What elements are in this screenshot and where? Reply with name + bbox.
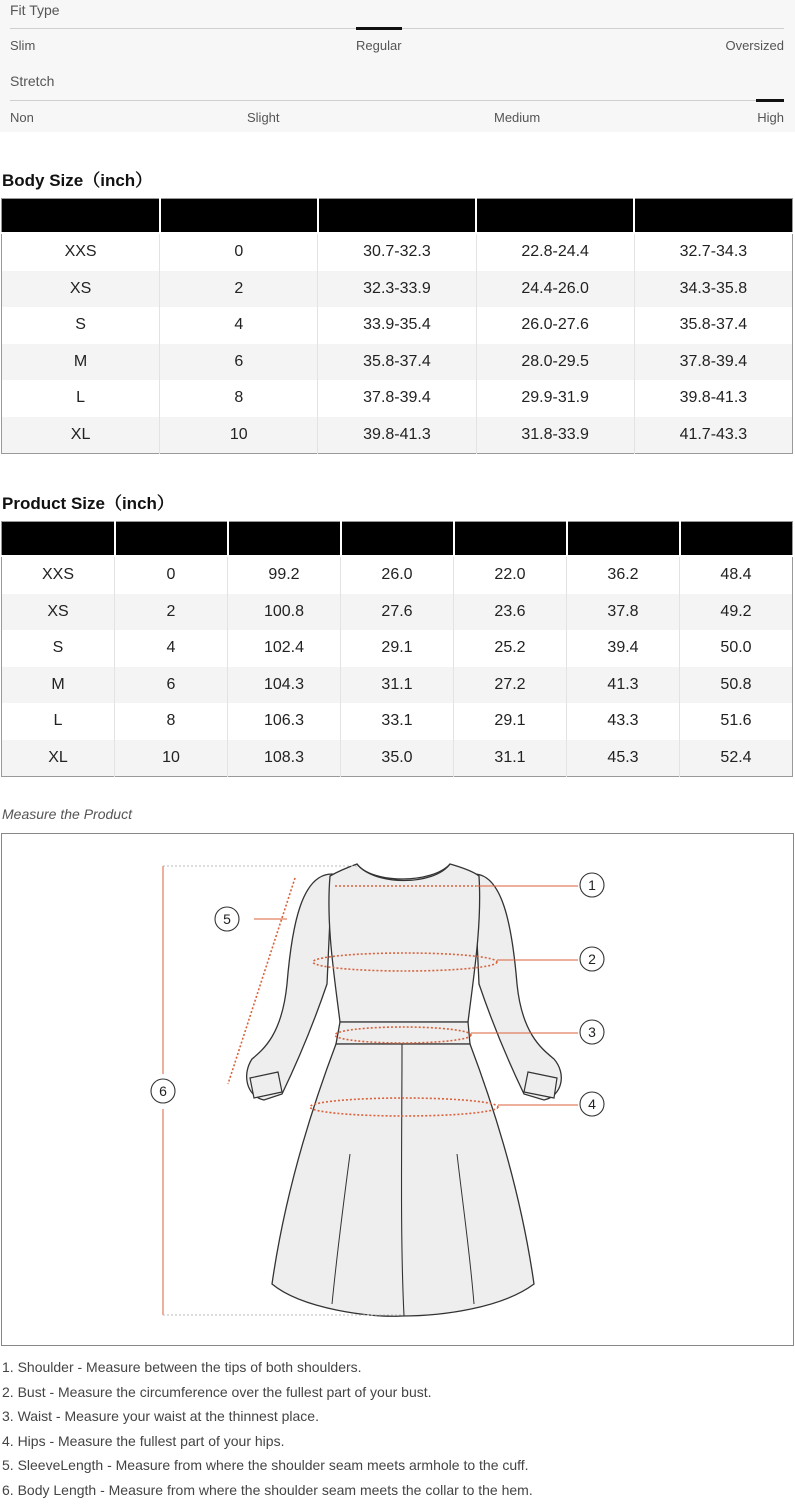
table-row (2, 271, 793, 308)
table-row (2, 667, 793, 704)
table-header-row (2, 199, 793, 234)
table-cell: 28.0-29.5 (476, 344, 634, 381)
fit-option-slim: Slim (10, 38, 35, 53)
body-size-table (1, 198, 793, 454)
table-cell: 31.1 (341, 667, 454, 704)
table-cell: 6 (160, 344, 318, 381)
callout-1: 1 (588, 877, 596, 893)
table-cell: 10 (160, 417, 318, 454)
table-cell: 50.0 (680, 630, 793, 667)
body-size-title: Body Size（inch） (2, 166, 152, 191)
note-hips: 4. Hips - Measure the fullest part of your hips. (2, 1431, 533, 1456)
product-size-title: Product Size（inch） (2, 489, 174, 514)
table-row (2, 740, 793, 777)
table-cell: 6 (115, 667, 228, 704)
table-header-cell (476, 199, 634, 234)
table-cell: XL (2, 740, 115, 777)
table-header-cell (341, 522, 454, 557)
table-cell: 22.8-24.4 (476, 233, 634, 271)
table-cell: 108.3 (228, 740, 341, 777)
table-header-cell (318, 199, 476, 234)
table-cell: 24.4-26.0 (476, 271, 634, 308)
note-sleeve-length: 5. SleeveLength - Measure from where the shoulder seam meets armhole to the cuff. (2, 1455, 533, 1480)
table-cell: XS (2, 271, 160, 308)
table-row (2, 380, 793, 417)
fit-type-marker (356, 27, 402, 30)
table-cell: 25.2 (454, 630, 567, 667)
table-cell: 34.3-35.8 (634, 271, 792, 308)
table-cell: 2 (160, 271, 318, 308)
table-cell: 37.8-39.4 (318, 380, 476, 417)
table-cell: 104.3 (228, 667, 341, 704)
callout-3: 3 (588, 1024, 596, 1040)
table-cell: S (2, 307, 160, 344)
table-cell: 37.8 (567, 594, 680, 631)
table-cell: 33.9-35.4 (318, 307, 476, 344)
note-shoulder: 1. Shoulder - Measure between the tips of both shoulders. (2, 1357, 533, 1382)
table-cell: 49.2 (680, 594, 793, 631)
stretch-option-non: Non (10, 110, 34, 125)
table-cell: 100.8 (228, 594, 341, 631)
table-cell: 50.8 (680, 667, 793, 704)
table-row (2, 417, 793, 454)
stretch-option-slight: Slight (247, 110, 280, 125)
table-cell: 8 (160, 380, 318, 417)
callout-5: 5 (223, 911, 231, 927)
table-cell: 32.7-34.3 (634, 233, 792, 271)
table-cell: 22.0 (454, 556, 567, 594)
table-header-cell (2, 522, 115, 557)
table-cell: 0 (115, 556, 228, 594)
table-header-cell (567, 522, 680, 557)
table-cell: 48.4 (680, 556, 793, 594)
fit-option-oversized: Oversized (725, 38, 784, 53)
stretch-label: Stretch (10, 73, 54, 89)
stretch-option-medium: Medium (494, 110, 540, 125)
table-row (2, 703, 793, 740)
table-cell: 31.8-33.9 (476, 417, 634, 454)
table-cell: S (2, 630, 115, 667)
right-sleeve (474, 874, 561, 1100)
table-row (2, 594, 793, 631)
note-bust: 2. Bust - Measure the circumference over the fullest part of your bust. (2, 1382, 533, 1407)
table-cell: 4 (115, 630, 228, 667)
note-body-length: 6. Body Length - Measure from where the shoulder seam meets the collar to the hem. (2, 1480, 533, 1504)
dress-illustration (2, 834, 793, 1345)
measurement-notes (2, 1357, 533, 1504)
table-cell: XS (2, 594, 115, 631)
table-cell: 30.7-32.3 (318, 233, 476, 271)
table-header-cell (228, 522, 341, 557)
table-cell: 23.6 (454, 594, 567, 631)
table-cell: 39.8-41.3 (318, 417, 476, 454)
table-cell: 4 (160, 307, 318, 344)
table-cell: 29.1 (454, 703, 567, 740)
table-header-cell (680, 522, 793, 557)
table-row (2, 344, 793, 381)
table-cell: L (2, 703, 115, 740)
table-row (2, 556, 793, 594)
table-cell: 27.6 (341, 594, 454, 631)
note-waist: 3. Waist - Measure your waist at the thinnest place. (2, 1406, 533, 1431)
table-cell: 41.3 (567, 667, 680, 704)
table-cell: XXS (2, 233, 160, 271)
table-header-cell (634, 199, 792, 234)
table-cell: 45.3 (567, 740, 680, 777)
table-header-cell (454, 522, 567, 557)
table-cell: 51.6 (680, 703, 793, 740)
table-cell: XL (2, 417, 160, 454)
table-cell: 106.3 (228, 703, 341, 740)
table-row (2, 307, 793, 344)
table-cell: 37.8-39.4 (634, 344, 792, 381)
table-header-cell (2, 199, 160, 234)
product-size-table (1, 521, 793, 777)
table-cell: M (2, 667, 115, 704)
callout-6: 6 (159, 1083, 167, 1099)
table-cell: 29.9-31.9 (476, 380, 634, 417)
table-cell: 43.3 (567, 703, 680, 740)
table-cell: L (2, 380, 160, 417)
table-cell: 99.2 (228, 556, 341, 594)
table-header-cell (160, 199, 318, 234)
stretch-marker (756, 99, 784, 102)
table-cell: 2 (115, 594, 228, 631)
table-cell: 39.4 (567, 630, 680, 667)
table-cell: XXS (2, 556, 115, 594)
callout-2: 2 (588, 951, 596, 967)
table-cell: 35.8-37.4 (318, 344, 476, 381)
fit-type-label: Fit Type (10, 2, 60, 18)
table-cell: 102.4 (228, 630, 341, 667)
table-cell: 35.0 (341, 740, 454, 777)
table-cell: 35.8-37.4 (634, 307, 792, 344)
table-cell: 10 (115, 740, 228, 777)
table-cell: 52.4 (680, 740, 793, 777)
bodice (329, 864, 480, 1022)
table-cell: M (2, 344, 160, 381)
table-cell: 32.3-33.9 (318, 271, 476, 308)
table-row (2, 233, 793, 271)
table-header-row (2, 522, 793, 557)
table-cell: 26.0-27.6 (476, 307, 634, 344)
fit-option-regular: Regular (356, 38, 402, 53)
fit-panel (0, 0, 795, 132)
stretch-track (10, 100, 784, 101)
measure-caption: Measure the Product (2, 806, 132, 822)
table-cell: 8 (115, 703, 228, 740)
measurement-diagram (1, 833, 794, 1346)
table-cell: 33.1 (341, 703, 454, 740)
left-sleeve (247, 874, 332, 1100)
table-header-cell (115, 522, 228, 557)
table-row (2, 630, 793, 667)
table-cell: 31.1 (454, 740, 567, 777)
table-cell: 0 (160, 233, 318, 271)
callout-4: 4 (588, 1096, 596, 1112)
table-cell: 41.7-43.3 (634, 417, 792, 454)
table-cell: 27.2 (454, 667, 567, 704)
table-cell: 36.2 (567, 556, 680, 594)
table-cell: 29.1 (341, 630, 454, 667)
table-cell: 26.0 (341, 556, 454, 594)
table-cell: 39.8-41.3 (634, 380, 792, 417)
stretch-option-high: High (757, 110, 784, 125)
